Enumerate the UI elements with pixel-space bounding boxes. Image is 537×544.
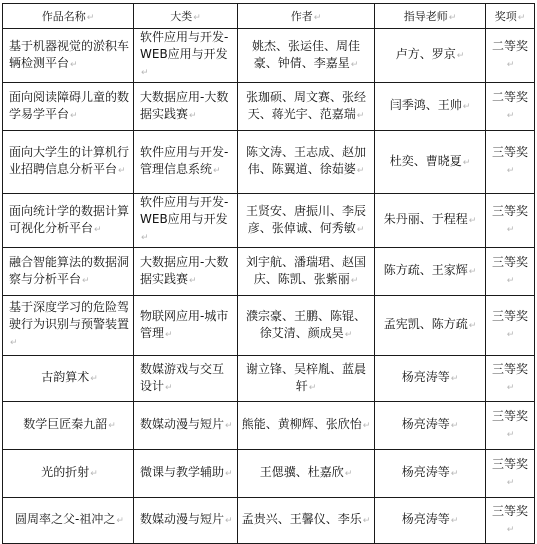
- cell-category: 数媒动漫与短片↵: [134, 402, 238, 450]
- cell-work-name: 基于深度学习的危险驾驶行为识别与预警装置↵: [3, 296, 134, 356]
- cell-prize: 二等奖↵: [486, 83, 535, 131]
- cell-prize: 三等奖↵: [486, 131, 535, 194]
- paragraph-mark-icon: ↵: [225, 469, 233, 479]
- cell-advisor: 朱丹丽、于程程↵: [375, 194, 486, 248]
- header-authors: 作者↵: [238, 4, 375, 29]
- cell-authors: 王贤安、唐振川、李辰彦、张倬诚、何秀敏↵: [238, 194, 375, 248]
- table-row: [3, 296, 535, 356]
- cell-work-name: 融合智能算法的数据洞察与分析平台↵: [3, 248, 134, 296]
- paragraph-mark-icon: ↵: [165, 329, 173, 340]
- table-row: [3, 356, 535, 402]
- paragraph-mark-icon: ↵: [116, 516, 124, 526]
- paragraph-mark-icon: ↵: [94, 224, 102, 235]
- cell-advisor: 杨亮涛等↵: [375, 450, 486, 498]
- paragraph-mark-icon: ↵: [90, 374, 98, 384]
- cell-work-name: 圆周率之父-祖冲之↵: [3, 498, 134, 544]
- paragraph-mark-icon: ↵: [468, 267, 477, 277]
- table-row: [3, 402, 535, 450]
- cell-prize: 三等奖↵: [486, 356, 535, 402]
- paragraph-mark-icon: ↵: [506, 524, 515, 535]
- paragraph-mark-icon: ↵: [506, 382, 515, 393]
- cell-work-name: 古韵算术↵: [3, 356, 134, 402]
- cell-category: 微课与教学辅助↵: [134, 450, 238, 498]
- cell-category: 软件应用与开发-WEB应用与开发↵: [134, 194, 238, 248]
- cell-work-name: 面向大学生的计算机行业招聘信息分析平台↵: [3, 131, 134, 194]
- paragraph-mark-icon: ↵: [462, 157, 471, 168]
- cell-authors: 姚杰、张运佳、周佳豪、钟倩、李嘉星↵: [238, 29, 375, 83]
- paragraph-mark-icon: ↵: [189, 110, 197, 121]
- table-row: [3, 450, 535, 498]
- paragraph-mark-icon: ↵: [506, 166, 515, 176]
- paragraph-mark-icon: ↵: [344, 329, 353, 340]
- paragraph-mark-icon: ↵: [118, 166, 126, 176]
- paragraph-mark-icon: ↵: [506, 477, 515, 488]
- paragraph-mark-icon: ↵: [193, 13, 201, 23]
- cell-advisor: 孟宪凯、陈方疏↵: [375, 296, 486, 356]
- cell-work-name: 基于机器视觉的淤积车辆检测平台↵: [3, 29, 134, 83]
- paragraph-mark-icon: ↵: [308, 382, 317, 393]
- cell-advisor: 杜奕、曹晓夏↵: [375, 131, 486, 194]
- cell-authors: 孟贵兴、王馨仪、李乐↵: [238, 498, 375, 544]
- cell-prize: 三等奖↵: [486, 194, 535, 248]
- cell-authors: 濮宗豪、王鹏、陈锟、徐艾清、颜成昊↵: [238, 296, 375, 356]
- cell-authors: 熊能、黄柳辉、张欣怡↵: [238, 402, 375, 450]
- table-row: [3, 194, 535, 248]
- cell-advisor: 杨亮涛等↵: [375, 402, 486, 450]
- paragraph-mark-icon: ↵: [213, 166, 221, 176]
- cell-category: 软件应用与开发-WEB应用与开发↵: [134, 29, 238, 83]
- paragraph-mark-icon: ↵: [450, 469, 459, 479]
- paragraph-mark-icon: ↵: [448, 13, 457, 23]
- paragraph-mark-icon: ↵: [344, 469, 353, 479]
- paragraph-mark-icon: ↵: [225, 421, 233, 431]
- paragraph-mark-icon: ↵: [356, 110, 365, 121]
- paragraph-mark-icon: ↵: [108, 421, 116, 431]
- paragraph-mark-icon: ↵: [10, 338, 18, 348]
- paragraph-mark-icon: ↵: [506, 59, 515, 70]
- paragraph-mark-icon: ↵: [506, 429, 515, 440]
- cell-category: 数媒游戏与交互设计↵: [134, 356, 238, 402]
- cell-work-name: 面向阅读障碍儿童的数学易学平台↵: [3, 83, 134, 131]
- cell-work-name: 数学巨匠秦九韶↵: [3, 402, 134, 450]
- cell-prize: 三等奖↵: [486, 402, 535, 450]
- paragraph-mark-icon: ↵: [506, 110, 515, 121]
- cell-work-name: 面向统计学的数据计算可视化分析平台↵: [3, 194, 134, 248]
- header-prize: 奖项↵: [486, 4, 535, 29]
- paragraph-mark-icon: ↵: [517, 13, 526, 23]
- paragraph-mark-icon: ↵: [462, 102, 471, 112]
- paragraph-mark-icon: ↵: [350, 275, 359, 286]
- paragraph-mark-icon: ↵: [165, 382, 173, 393]
- paragraph-mark-icon: ↵: [70, 59, 78, 70]
- paragraph-mark-icon: ↵: [468, 321, 477, 331]
- cell-advisor: 闫季鸿、王帅↵: [375, 83, 486, 131]
- cell-advisor: 杨亮涛等↵: [375, 356, 486, 402]
- header-advisor: 指导老师↵: [375, 4, 486, 29]
- cell-category: 数媒动漫与短片↵: [134, 498, 238, 544]
- paragraph-mark-icon: ↵: [506, 275, 515, 286]
- paragraph-mark-icon: ↵: [468, 216, 477, 226]
- cell-authors: 刘宇航、潘瑞珺、赵国庆、陈凯、张紫丽↵: [238, 248, 375, 296]
- paragraph-mark-icon: ↵: [356, 224, 365, 235]
- paragraph-mark-icon: ↵: [456, 51, 465, 61]
- cell-work-name: 光的折射↵: [3, 450, 134, 498]
- paragraph-mark-icon: ↵: [313, 13, 322, 23]
- header-category: 大类↵: [134, 4, 238, 29]
- table-row: [3, 29, 535, 83]
- paragraph-mark-icon: ↵: [506, 224, 515, 235]
- cell-category: 大数据应用-大数据实践赛↵: [134, 248, 238, 296]
- cell-category: 大数据应用-大数据实践赛↵: [134, 83, 238, 131]
- paragraph-mark-icon: ↵: [506, 329, 515, 340]
- cell-advisor: 卢方、罗京↵: [375, 29, 486, 83]
- cell-authors: 张珈硕、周文赛、张经天、蒋光宇、范嘉瑞↵: [238, 83, 375, 131]
- cell-prize: 二等奖↵: [486, 29, 535, 83]
- cell-category: 软件应用与开发-管理信息系统↵: [134, 131, 238, 194]
- paragraph-mark-icon: ↵: [86, 13, 95, 23]
- paragraph-mark-icon: ↵: [450, 516, 459, 526]
- paragraph-mark-icon: ↵: [225, 516, 233, 526]
- cell-category: 物联网应用-城市管理↵: [134, 296, 238, 356]
- paragraph-mark-icon: ↵: [141, 233, 149, 243]
- paragraph-mark-icon: ↵: [450, 374, 459, 384]
- paragraph-mark-icon: ↵: [90, 469, 98, 479]
- cell-prize: 三等奖↵: [486, 498, 535, 544]
- paragraph-mark-icon: ↵: [362, 421, 371, 431]
- cell-prize: 三等奖↵: [486, 450, 535, 498]
- cell-prize: 三等奖↵: [486, 296, 535, 356]
- table-row: [3, 83, 535, 131]
- table-row: [3, 248, 535, 296]
- cell-advisor: 陈方疏、王家辉↵: [375, 248, 486, 296]
- cell-advisor: 杨亮涛等↵: [375, 498, 486, 544]
- paragraph-mark-icon: ↵: [356, 166, 365, 176]
- header-row: [3, 4, 535, 29]
- paragraph-mark-icon: ↵: [189, 275, 197, 286]
- cell-prize: 三等奖↵: [486, 248, 535, 296]
- paragraph-mark-icon: ↵: [70, 110, 78, 121]
- paragraph-mark-icon: ↵: [362, 516, 371, 526]
- paragraph-mark-icon: ↵: [450, 421, 459, 431]
- cell-authors: 陈文涛、王志成、赵加伟、陈翼道、徐茹婆↵: [238, 131, 375, 194]
- awards-table: [2, 3, 535, 544]
- header-work-name: 作品名称↵: [3, 4, 134, 29]
- paragraph-mark-icon: ↵: [141, 68, 149, 78]
- cell-authors: 王偲骥、杜嘉欣↵: [238, 450, 375, 498]
- paragraph-mark-icon: ↵: [350, 59, 359, 70]
- table-row: [3, 131, 535, 194]
- paragraph-mark-icon: ↵: [82, 275, 90, 286]
- cell-authors: 谢立锋、吴梓胤、蓝晨轩↵: [238, 356, 375, 402]
- table-row: [3, 498, 535, 544]
